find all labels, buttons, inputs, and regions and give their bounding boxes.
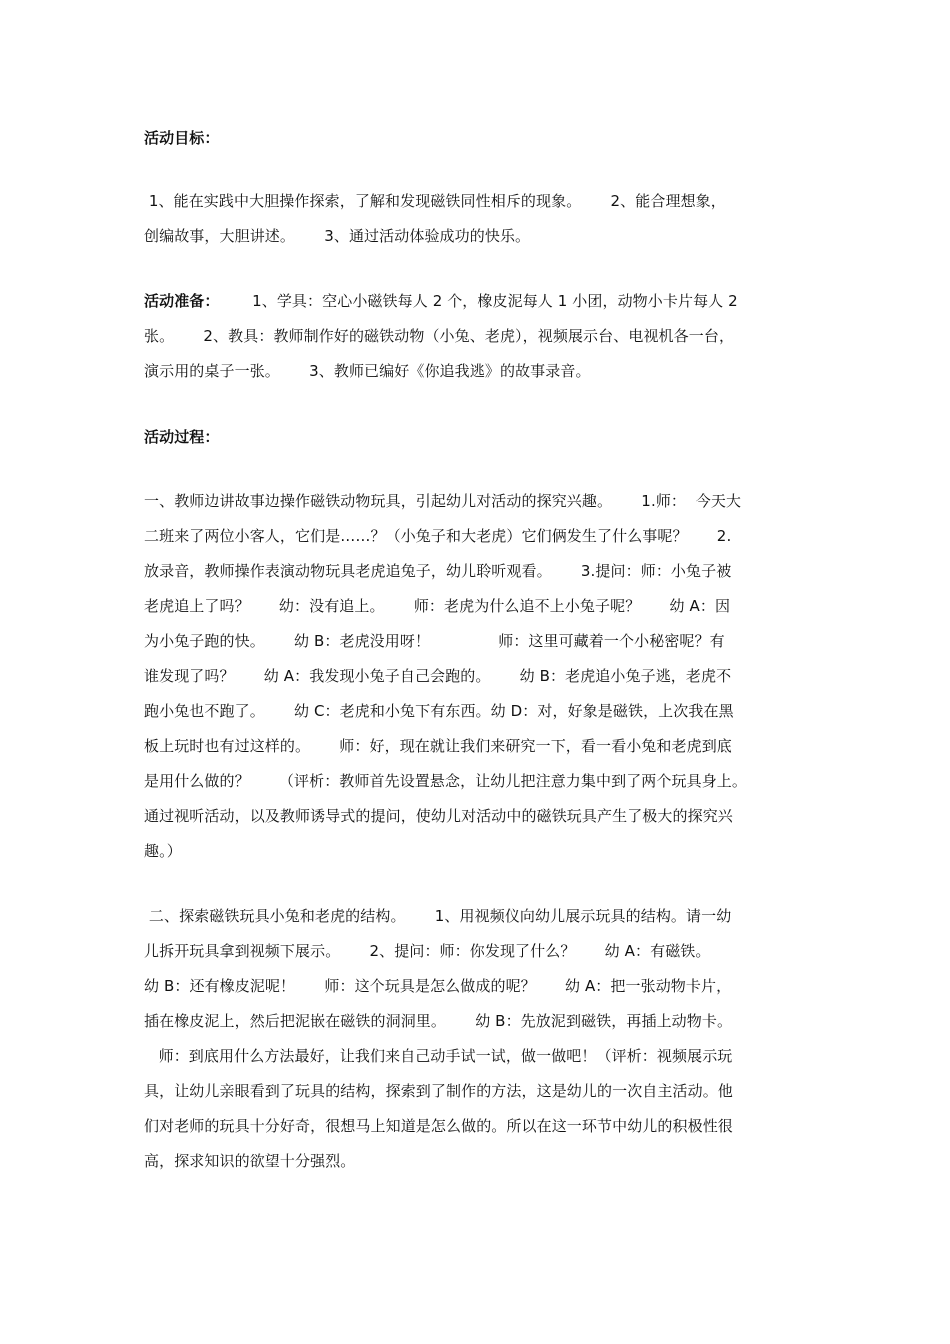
- paragraph-line: 儿拆开玩具拿到视频下展示。 2、提问：师：你发现了什么？ 幼 A：有磁铁。: [144, 942, 711, 960]
- paragraph-line: 张。 2、教具：教师制作好的磁铁动物（小兔、老虎），视频展示台、电视机各一台，: [144, 327, 735, 345]
- paragraph-line: 板上玩时也有过这样的。 师：好，现在就让我们来研究一下，看一看小兔和老虎到底: [144, 737, 732, 755]
- paragraph-line: 演示用的桌子一张。 3、教师已编好《你追我逃》的故事录音。: [144, 362, 591, 380]
- paragraph-line: 通过视听活动，以及教师诱导式的提问，使幼儿对活动中的磁铁玩具产生了极大的探究兴: [144, 807, 733, 825]
- paragraph-line: 1、学具：空心小磁铁每人 2 个，橡皮泥每人 1 小团，动物小卡片每人 2: [218, 292, 738, 310]
- paragraph-line: 具，让幼儿亲眼看到了玩具的结构，探索到了制作的方法，这是幼儿的一次自主活动。他: [144, 1082, 733, 1100]
- paragraph-line: 放录音，教师操作表演动物玩具老虎追兔子，幼儿聆听观看。 3.提问：师：小兔子被: [144, 562, 732, 580]
- paragraph-line: 谁发现了吗？ 幼 A：我发现小兔子自己会跑的。 幼 B：老虎追小兔子逃，老虎不: [144, 667, 732, 685]
- paragraph-line: 们对老师的玩具十分好奇，很想马上知道是怎么做的。所以在这一环节中幼儿的积极性很: [144, 1117, 733, 1135]
- paragraph-line: 幼 B：还有橡皮泥呢！ 师：这个玩具是怎么做成的呢？ 幼 A：把一张动物卡片，: [144, 977, 732, 995]
- paragraph-line: 创编故事，大胆讲述。 3、通过活动体验成功的快乐。: [144, 227, 531, 245]
- paragraph-line: 师：到底用什么方法最好，让我们来自己动手试一试，做一做吧！（评析：视频展示玩: [144, 1047, 733, 1065]
- heading-activity-goals: 活动目标：: [144, 129, 220, 147]
- paragraph-line: 插在橡皮泥上，然后把泥嵌在磁铁的洞洞里。 幼 B：先放泥到磁铁，再插上动物卡。: [144, 1012, 733, 1030]
- paragraph-line: 为小兔子跑的快。 幼 B：老虎没用呀！ 师：这里可藏着一个小秘密呢？有: [144, 632, 725, 650]
- paragraph-line: 高，探求知识的欲望十分强烈。: [144, 1152, 356, 1170]
- paragraph-line: 是用什么做的？ （评析：教师首先设置悬念，让幼儿把注意力集中到了两个玩具身上。: [144, 772, 748, 790]
- paragraph-line: 二、探索磁铁玩具小兔和老虎的结构。 1、用视频仪向幼儿展示玩具的结构。请一幼: [144, 907, 732, 925]
- paragraph-line: 跑小兔也不跑了。 幼 C：老虎和小兔下有东西。幼 D：对，好象是磁铁，上次我在黑: [144, 702, 734, 720]
- paragraph-line: 老虎追上了吗？ 幼：没有追上。 师：老虎为什么追不上小兔子呢？ 幼 A：因: [144, 597, 731, 615]
- paragraph-line: 1、能在实践中大胆操作探索，了解和发现磁铁同性相斥的现象。 2、能合理想象，: [144, 192, 726, 210]
- paragraph-line: 趣。）: [144, 842, 182, 860]
- heading-activity-process: 活动过程：: [144, 428, 220, 446]
- heading-activity-preparation: 活动准备：: [144, 292, 220, 310]
- paragraph-line: 一、教师边讲故事边操作磁铁动物玩具，引起幼儿对活动的探究兴趣。 1.师： 今天大: [144, 492, 742, 510]
- paragraph-line: 二班来了两位小客人，它们是……？（小兔子和大老虎）它们俩发生了什么事呢？ 2.: [144, 527, 732, 545]
